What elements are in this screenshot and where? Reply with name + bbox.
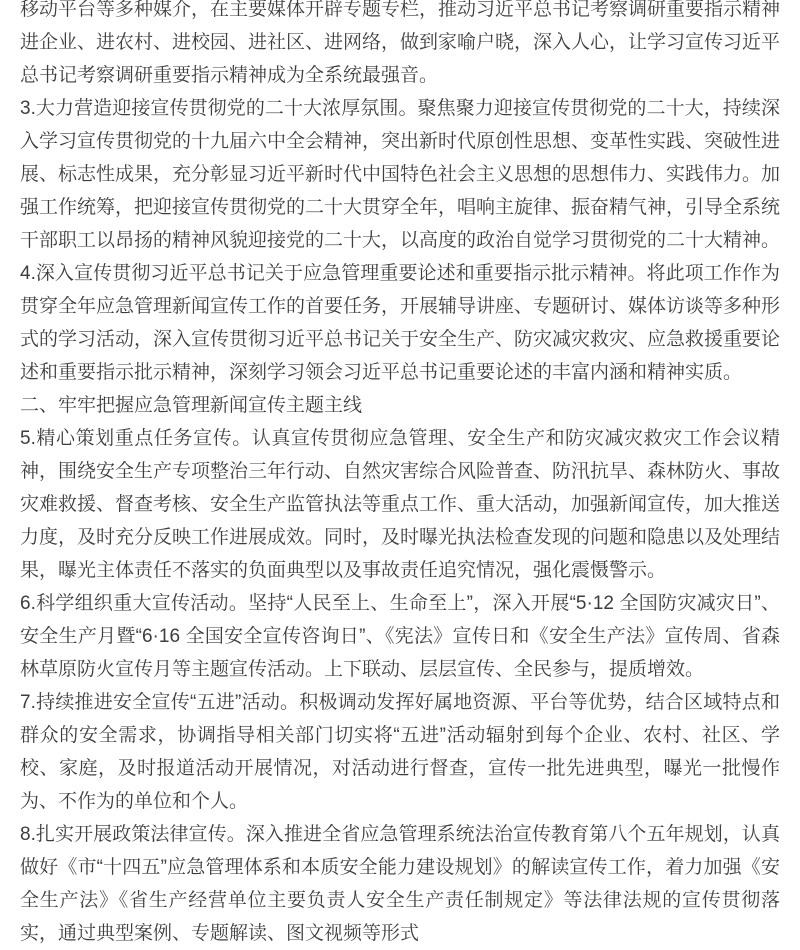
- document-body: [20, 0, 780, 950]
- paragraph-item-3: 3.大力营造迎接宣传贯彻党的二十大浓厚氛围。聚焦聚力迎接宣传贯彻党的二十大，持续深入学习宣传贯彻党的十九届六中全会精神，突出新时代原创性思想、变革性实践、突破性进展、标志性成果，充分彰显习近平新时代中国特色社会主义思想的思想伟力、实践伟力。加强工作统筹，把迎接宣传贯彻党的二十大贯穿全年，唱响主旋律、振奋精气神，引导全系统干部职工以昂扬的精神风貌迎接党的二十大，以高度的政治自觉学习贯彻党的二十大精神。: [20, 98, 781, 251]
- paragraph-item-4: 4.深入宣传贯彻习近平总书记关于应急管理重要论述和重要指示批示精神。将此项工作作为贯穿全年应急管理新闻宣传工作的首要任务，开展辅导讲座、专题研讨、媒体访谈等多种形式的学习活动，深入宣传贯彻习近平总书记关于安全生产、防灾减灾救灾、应急救援重要论述和重要指示批示精神，深刻学习领会习近平总书记重要论述的丰富内涵和精神实质。: [20, 263, 781, 383]
- paragraph-item-7: 7.持续推进安全宣传“五进”活动。积极调动发挥好属地资源、平台等优势，结合区域特点和群众的安全需求，协调指导相关部门切实将“五进”活动辐射到每个企业、农村、社区、学校、家庭，及时报道活动开展情况，对活动进行督查，宣传一批先进典型，曝光一批慢作为、不作为的单位和个人。: [20, 692, 780, 812]
- section-heading-2: 二、牢牢把握应急管理新闻宣传主题主线: [20, 395, 363, 416]
- paragraph-item-6: 6.科学组织重大宣传活动。坚持“人民至上、生命至上”，深入开展“5·12 全国防灾减灾日”、安全生产月暨“6·16 全国安全宣传咨询日”、《宪法》宣传日和《安全生产法》宣传周、省森林草原防火宣传月等主题宣传活动。上下联动、层层宣传、全民参与，提质增效。: [20, 593, 780, 680]
- paragraph-continuation: 移动平台等多种媒介，在主要媒体开辟专题专栏，推动习近平总书记考察调研重要指示精神进企业、进农村、进校园、进社区、进网络，做到家喻户晓，深入人心，让学习宣传习近平总书记考察调研重要指示精神成为全系统最强音。: [20, 0, 781, 86]
- paragraph-item-5: 5.精心策划重点任务宣传。认真宣传贯彻应急管理、安全生产和防灾减灾救灾工作会议精神，围绕安全生产专项整治三年行动、自然灾害综合风险普查、防汛抗旱、森林防火、事故灾难救援、督查考核、安全生产监管执法等重点工作、重大活动，加强新闻宣传，加大推送力度，及时充分反映工作进展成效。同时，及时曝光执法检查发现的问题和隐患以及处理结果，曝光主体责任不落实的负面典型以及事故责任追究情况，强化震慑警示。: [20, 428, 781, 581]
- paragraph-item-8: 8.扎实开展政策法律宣传。深入推进全省应急管理系统法治宣传教育第八个五年规划，认真做好《市“十四五”应急管理体系和本质安全能力建设规划》的解读宣传工作，着力加强《安全生产法》《省生产经营单位主要负责人安全生产责任制规定》等法律法规的宣传贯彻落实，通过典型案例、专题解读、图文视频等形式: [20, 824, 780, 944]
